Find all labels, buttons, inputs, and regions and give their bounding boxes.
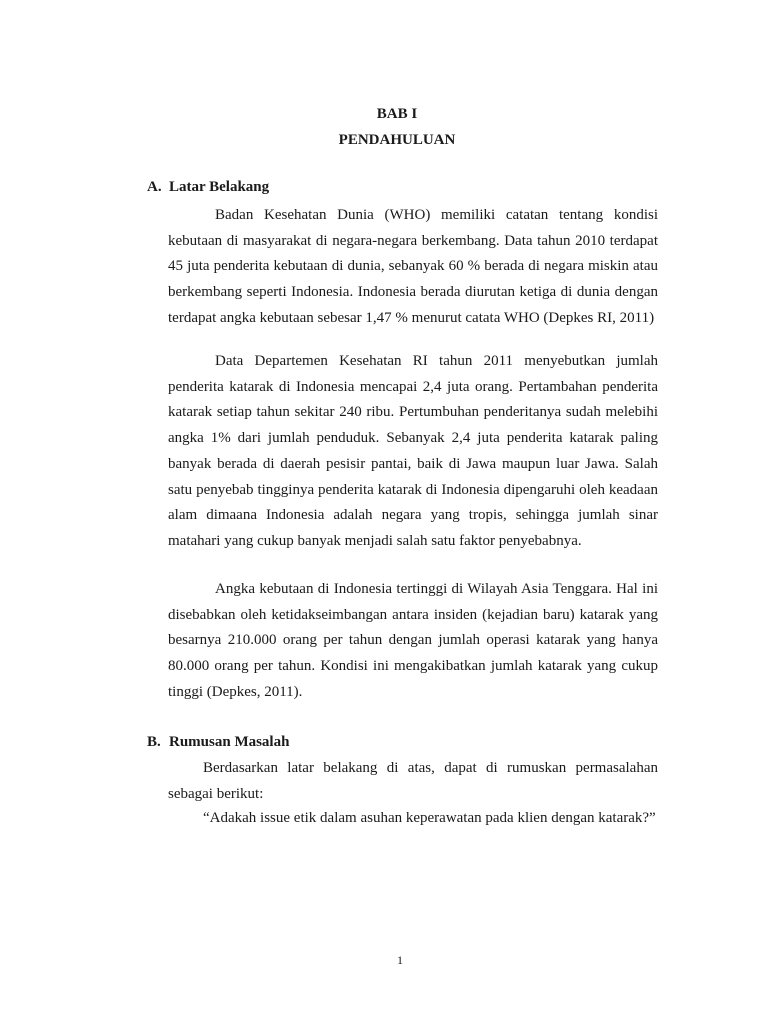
chapter-title: PENDAHULUAN <box>338 132 456 148</box>
section-marker: A. <box>147 179 162 195</box>
section-heading-latar-belakang <box>147 177 269 197</box>
chapter-number: BAB I <box>376 106 418 122</box>
paragraph-rumusan-intro: Berdasarkan latar belakang di atas, dapat di rumuskan permasalahan sebagai berikut: <box>168 760 658 802</box>
section-heading-rumusan-masalah <box>147 732 289 752</box>
paragraph-who-data: Badan Kesehatan Dunia (WHO) memiliki catatan tentang kondisi kebutaan di masyarakat di negara-negara berkembang. Data tahun 2010 terdapat 45 juta penderita kebutaan di dunia, sebanyak 60 % berada di negara miskin atau berkembang seperti Indonesia. Indonesia berada diurutan ketiga di dunia dengan terdapat angka kebutaan sebesar 1,47 % menurut catata WHO (Depkes RI, 2011) <box>168 207 658 326</box>
paragraph-depkes-data: Data Departemen Kesehatan RI tahun 2011 menyebutkan jumlah penderita katarak di Indonesia mencapai 2,4 juta orang. Pertambahan penderita katarak setiap tahun sekitar 240 ribu. Pertumbuhan penderitanya sudah melebihi angka 1% dari jumlah penduduk. Sebanyak 2,4 juta penderita katarak paling banyak berada di daerah pesisir pantai, baik di Jawa maupun luar Jawa. Salah satu penyebab tingginya penderita katarak di Indonesia dipengaruhi oleh keadaan alam dimaana Indonesia adalah negara yang tropis, sehingga jumlah sinar matahari yang cukup banyak menjadi salah satu faktor penyebabnya. <box>168 353 658 549</box>
section-marker: B. <box>147 734 161 750</box>
section-heading-text: Rumusan Masalah <box>169 734 290 750</box>
section-heading-text: Latar Belakang <box>169 179 270 195</box>
page-number: 1 <box>397 953 403 967</box>
paragraph-research-question: “Adakah issue etik dalam asuhan keperawatan pada klien dengan katarak?” <box>203 810 656 826</box>
paragraph-asia-tenggara: Angka kebutaan di Indonesia tertinggi di Wilayah Asia Tenggara. Hal ini disebabkan oleh ketidakseimbangan antara insiden (kejadian baru) katarak yang besarnya 210.000 orang per tahun dengan jumlah operasi katarak yang hanya 80.000 orang per tahun. Kondisi ini mengakibatkan jumlah katarak yang cukup tinggi (Depkes, 2011). <box>168 581 658 700</box>
